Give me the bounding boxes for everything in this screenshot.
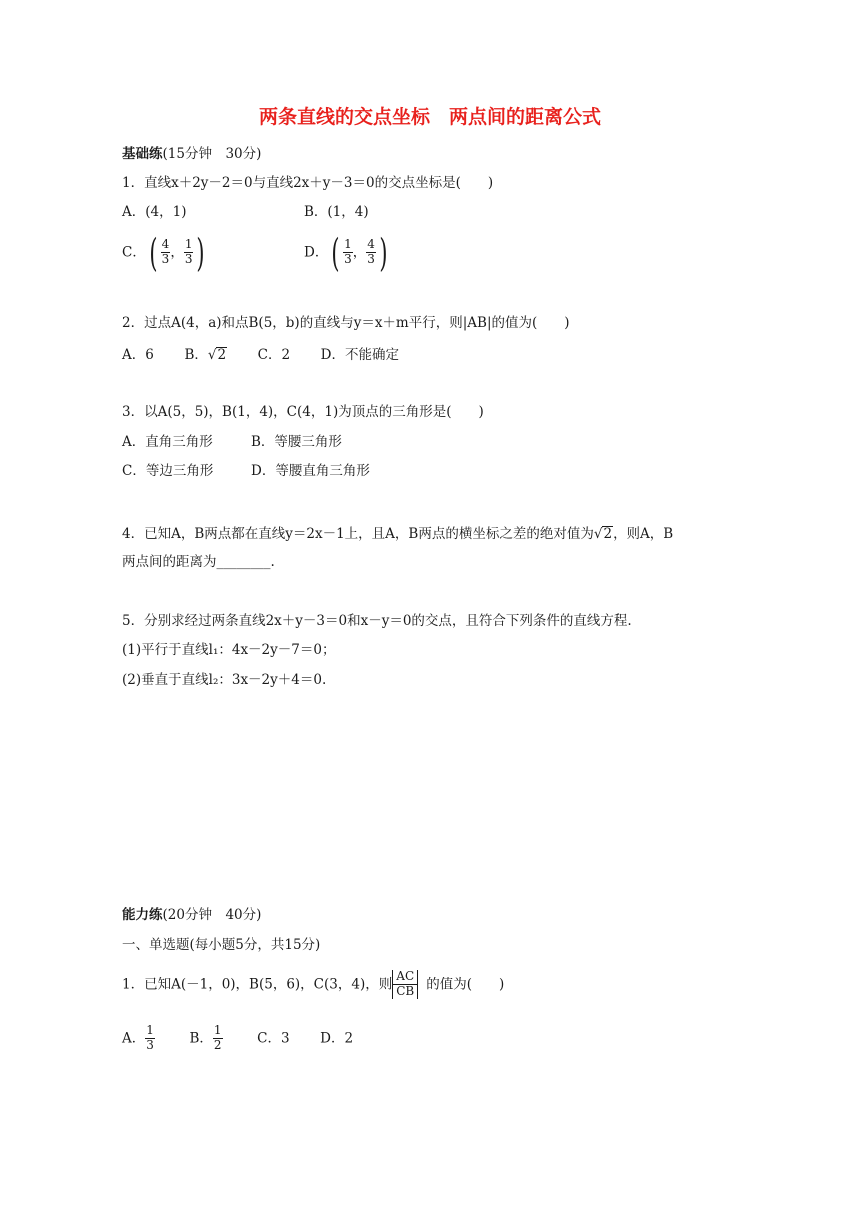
question-5-sub-2: (2)垂直于直线l₂：3x－2y＋4＝0. bbox=[122, 672, 327, 688]
fraction: $\frac{1}{3}$ bbox=[146, 1023, 154, 1052]
option-label: C． bbox=[122, 244, 146, 261]
question-2-stem: 2．过点A(4，a)和点B(5，b)的直线与y＝x＋m平行，则|AB|的值为( ) bbox=[122, 315, 570, 331]
page-title: 两条直线的交点坐标 两点间的距离公式 bbox=[258, 106, 601, 128]
section-title: 能力练 bbox=[122, 907, 163, 923]
option-d: D．等腰直角三角形 bbox=[251, 463, 370, 479]
option-d: D．( $\frac{1}{3}$ ， $\frac{4}{3}$ ) bbox=[304, 230, 388, 275]
question-4-line-1: 4．已知A，B两点都在直线y＝2x－1上，且A，B两点的横坐标之差的绝对值为√2，则A，B bbox=[122, 526, 674, 542]
section-note: (20分钟 40分) bbox=[162, 907, 262, 923]
option-c: C．等边三角形 bbox=[122, 463, 214, 479]
section-note: (15分钟 30分) bbox=[162, 146, 262, 162]
option-label: D． bbox=[304, 244, 329, 261]
sqrt: √2 bbox=[593, 526, 613, 542]
question-5-sub-1: (1)平行于直线l₁：4x－2y－7＝0； bbox=[122, 642, 336, 658]
sqrt: √2 bbox=[207, 347, 227, 363]
option-a: A．6 bbox=[122, 347, 154, 363]
section-heading-basic bbox=[122, 148, 261, 162]
option-b: B． $\frac{1}{2}$ bbox=[189, 1023, 222, 1052]
fraction: $\frac{1}{3}$ bbox=[344, 237, 352, 266]
question-2-options bbox=[122, 347, 399, 363]
option-a: A．(4，1) bbox=[122, 204, 187, 220]
question-4-line-2: 两点间的距离为________. bbox=[122, 554, 275, 570]
option-a: A． $\frac{1}{3}$ bbox=[122, 1023, 154, 1052]
fraction: $\frac{1}{2}$ bbox=[213, 1023, 222, 1052]
fraction: $\frac{1}{3}$ bbox=[184, 237, 193, 266]
option-c: C．( $\frac{4}{3}$ ， $\frac{1}{3}$ ) bbox=[122, 230, 205, 275]
question-1-stem: 1．直线x＋2y－2＝0与直线2x＋y－3＝0的交点坐标是( ) bbox=[122, 175, 494, 191]
option-b: B．√2 bbox=[184, 347, 227, 363]
fraction: $\frac{4}{3}$ bbox=[161, 237, 170, 266]
option-c: C．3 bbox=[257, 1030, 290, 1047]
fraction: $\frac{4}{3}$ bbox=[367, 237, 375, 266]
part-heading: 一、单选题(每小题5分，共15分) bbox=[122, 937, 321, 953]
question-5-stem: 5．分别求经过两条直线2x＋y－3＝0和x－y＝0的交点，且符合下列条件的直线方程. bbox=[122, 613, 632, 629]
option-a: A．直角三角形 bbox=[122, 434, 213, 450]
distance-ratio: $\frac{AC}{CB}$ bbox=[392, 970, 418, 999]
option-d: D．2 bbox=[320, 1030, 354, 1047]
question-3-stem: 3．以A(5，5)，B(1，4)，C(4，1)为顶点的三角形是( ) bbox=[122, 404, 484, 420]
section-heading-ability bbox=[122, 909, 261, 923]
option-c: C．2 bbox=[257, 347, 291, 363]
ability-question-1-options bbox=[122, 1018, 353, 1058]
option-d: D．不能确定 bbox=[320, 347, 399, 363]
section-title: 基础练 bbox=[122, 146, 163, 162]
ability-question-1-stem: 1．已知A(－1，0)，B(5，6)，C(3，4)，则 $\frac{AC}{CB}$ 的值为( ) bbox=[122, 969, 505, 998]
option-b: B．等腰三角形 bbox=[251, 434, 342, 450]
option-b: B．(1，4) bbox=[304, 204, 369, 220]
